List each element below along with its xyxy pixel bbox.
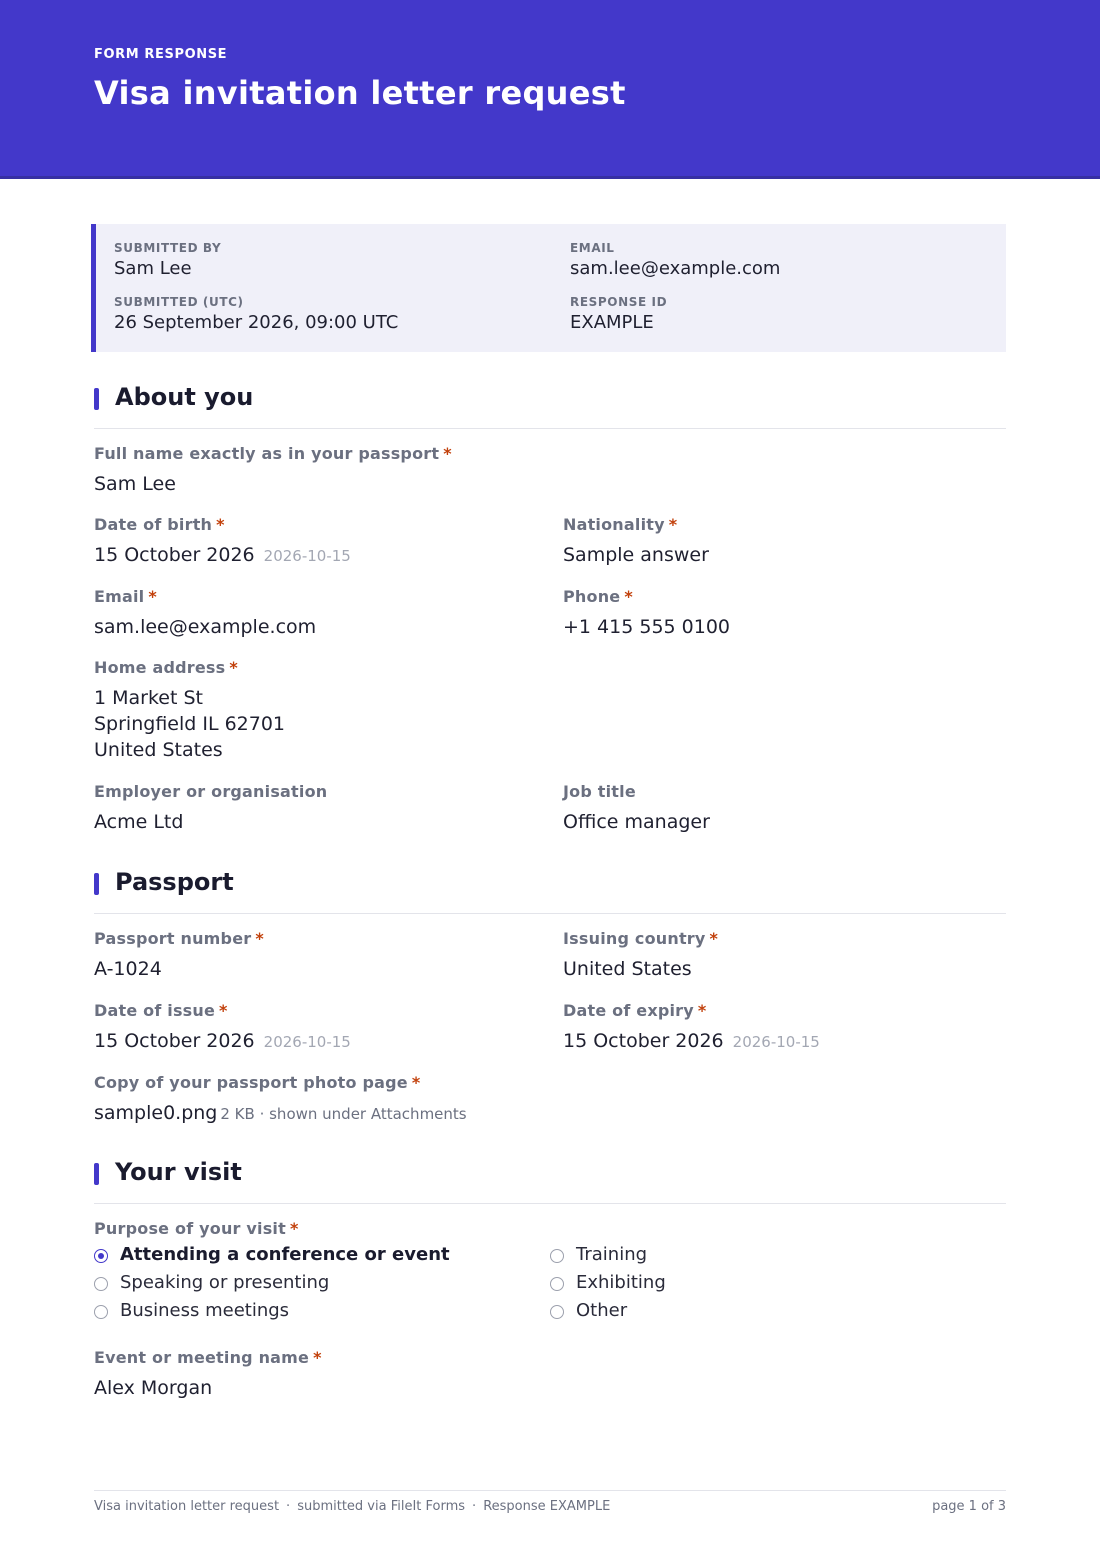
submitted-by-value: Sam Lee xyxy=(114,258,192,279)
field-label xyxy=(563,587,730,606)
radio-label: Other xyxy=(576,1300,628,1321)
date-value: 15 October 2026 xyxy=(94,1030,255,1052)
iso-date: 2026-10-15 xyxy=(263,1033,351,1051)
address-line: United States xyxy=(94,739,223,761)
radio-unselected-icon xyxy=(550,1249,564,1263)
section-your-visit xyxy=(94,1158,1006,1204)
radio-unselected-icon xyxy=(94,1305,108,1319)
radio-label: Business meetings xyxy=(120,1300,290,1321)
radio-unselected-icon xyxy=(550,1305,564,1319)
field-value xyxy=(94,685,285,763)
field-value: +1 415 555 0100 xyxy=(563,616,731,638)
field-label-text: Copy of your passport photo page xyxy=(94,1073,408,1092)
field-phone xyxy=(563,587,730,640)
field-label-text: Email xyxy=(94,587,145,606)
form-response-eyebrow: FORM RESPONSE xyxy=(94,47,228,62)
required-mark: * xyxy=(697,1001,707,1020)
field-job-title xyxy=(563,782,710,835)
required-mark: * xyxy=(709,929,719,948)
required-mark: * xyxy=(443,444,452,463)
submitted-utc-value: 26 September 2026, 09:00 UTC xyxy=(114,312,399,333)
field-value: Alex Morgan xyxy=(94,1377,213,1399)
submitted-by xyxy=(114,241,221,279)
attachment-filename[interactable]: sample0.png xyxy=(94,1102,218,1124)
field-label-text: Home address xyxy=(94,658,226,677)
field-label xyxy=(94,658,285,677)
footer-separator: · xyxy=(286,1499,291,1514)
page-number: page 1 of 3 xyxy=(932,1499,1006,1514)
radio-label: Training xyxy=(576,1244,648,1265)
field-value: A-1024 xyxy=(94,958,162,980)
section-accent-bar xyxy=(94,388,99,410)
section-title: Your visit xyxy=(115,1158,242,1186)
footer-form-name: Visa invitation letter request xyxy=(94,1499,280,1514)
radio-unselected-icon xyxy=(550,1277,564,1291)
field-employer xyxy=(94,782,327,835)
required-mark: * xyxy=(255,929,264,948)
section-passport xyxy=(94,868,1006,914)
field-issuing-country xyxy=(563,929,718,982)
radio-option-business-meetings[interactable] xyxy=(94,1300,289,1321)
radio-label: Speaking or presenting xyxy=(120,1272,330,1293)
field-label-text: Phone xyxy=(563,587,621,606)
iso-date: 2026-10-15 xyxy=(732,1033,820,1051)
field-label xyxy=(94,1219,299,1238)
field-value: Sam Lee xyxy=(94,473,176,495)
field-value xyxy=(563,1028,820,1055)
field-value xyxy=(94,1028,351,1055)
iso-date: 2026-10-15 xyxy=(263,547,351,565)
footer-separator: · xyxy=(472,1499,477,1514)
field-value: Office manager xyxy=(563,811,710,833)
required-mark: * xyxy=(624,587,633,606)
field-value xyxy=(94,542,351,569)
radio-option-other[interactable] xyxy=(550,1300,627,1321)
field-label-text: Date of birth xyxy=(94,515,213,534)
radio-label: Attending a conference or event xyxy=(120,1244,450,1265)
radio-option-speaking[interactable] xyxy=(94,1272,329,1293)
field-label: Job title xyxy=(563,782,636,801)
page-footer xyxy=(94,1490,1006,1514)
required-mark: * xyxy=(216,515,225,534)
section-about-you xyxy=(94,383,1006,429)
page-title: Visa invitation letter request xyxy=(94,74,626,112)
required-mark: * xyxy=(229,658,238,677)
date-value: 15 October 2026 xyxy=(563,1030,724,1052)
field-value: sam.lee@example.com xyxy=(94,616,317,638)
field-label-text: Purpose of your visit xyxy=(94,1219,286,1238)
field-label xyxy=(94,515,351,534)
field-value: Acme Ltd xyxy=(94,811,184,833)
response-id-value: EXAMPLE xyxy=(570,312,654,333)
radio-label: Exhibiting xyxy=(576,1272,666,1293)
footer-submitted-via: submitted via FileIt Forms xyxy=(297,1499,466,1514)
required-mark: * xyxy=(289,1219,299,1238)
field-purpose-of-visit xyxy=(94,1219,299,1238)
field-value: United States xyxy=(563,958,692,980)
field-label xyxy=(563,929,718,948)
field-label-text: Event or meeting name xyxy=(94,1348,310,1367)
field-date-of-issue xyxy=(94,1001,351,1055)
address-line: 1 Market St xyxy=(94,687,203,709)
section-accent-bar xyxy=(94,1163,99,1185)
page-header xyxy=(0,0,1100,179)
required-mark: * xyxy=(313,1348,322,1367)
address-line: Springfield IL 62701 xyxy=(94,713,286,735)
response-id xyxy=(570,295,667,333)
field-email xyxy=(94,587,316,640)
field-label xyxy=(94,1348,322,1367)
field-label-text: Passport number xyxy=(94,929,252,948)
radio-selected-icon xyxy=(94,1249,108,1263)
field-label xyxy=(94,1073,467,1092)
radio-option-conference[interactable] xyxy=(94,1244,450,1265)
email-value: sam.lee@example.com xyxy=(570,258,781,279)
field-label-text: Full name exactly as in your passport xyxy=(94,444,440,463)
field-date-of-expiry xyxy=(563,1001,820,1055)
radio-option-training[interactable] xyxy=(550,1244,647,1265)
email-label: EMAIL xyxy=(570,241,615,255)
field-label-text: Issuing country xyxy=(563,929,706,948)
section-title: About you xyxy=(115,383,254,411)
footer-response: Response EXAMPLE xyxy=(483,1499,611,1514)
required-mark: * xyxy=(668,515,678,534)
field-label-text: Nationality xyxy=(563,515,665,534)
field-label xyxy=(94,587,316,606)
field-label xyxy=(563,1001,820,1020)
submitter-email xyxy=(570,241,780,279)
radio-unselected-icon xyxy=(94,1277,108,1291)
response-id-label: RESPONSE ID xyxy=(570,295,668,309)
submitted-utc xyxy=(114,295,398,333)
field-label-text: Date of expiry xyxy=(563,1001,694,1020)
required-mark: * xyxy=(148,587,157,606)
field-label-text: Date of issue xyxy=(94,1001,216,1020)
field-full-name xyxy=(94,444,452,497)
field-label xyxy=(94,444,452,463)
section-accent-bar xyxy=(94,873,99,895)
field-label xyxy=(94,1001,351,1020)
section-title: Passport xyxy=(115,868,234,896)
field-passport-photo-copy xyxy=(94,1073,467,1127)
field-nationality xyxy=(563,515,709,568)
submitted-by-label: SUBMITTED BY xyxy=(114,241,222,255)
field-passport-number xyxy=(94,929,264,982)
field-home-address xyxy=(94,658,285,763)
submitted-utc-label: SUBMITTED (UTC) xyxy=(114,295,244,309)
field-event-name xyxy=(94,1348,322,1401)
required-mark: * xyxy=(411,1073,421,1092)
field-label xyxy=(563,515,709,534)
field-value: Sample answer xyxy=(563,544,709,566)
field-label: Employer or organisation xyxy=(94,782,328,801)
required-mark: * xyxy=(219,1001,228,1020)
attachment-info: 2 KB · shown under Attachments xyxy=(220,1105,467,1123)
field-date-of-birth xyxy=(94,515,351,569)
submission-meta-panel xyxy=(91,224,1006,352)
field-label xyxy=(94,929,264,948)
radio-option-exhibiting[interactable] xyxy=(550,1272,666,1293)
field-value xyxy=(94,1100,467,1127)
date-value: 15 October 2026 xyxy=(94,544,255,566)
